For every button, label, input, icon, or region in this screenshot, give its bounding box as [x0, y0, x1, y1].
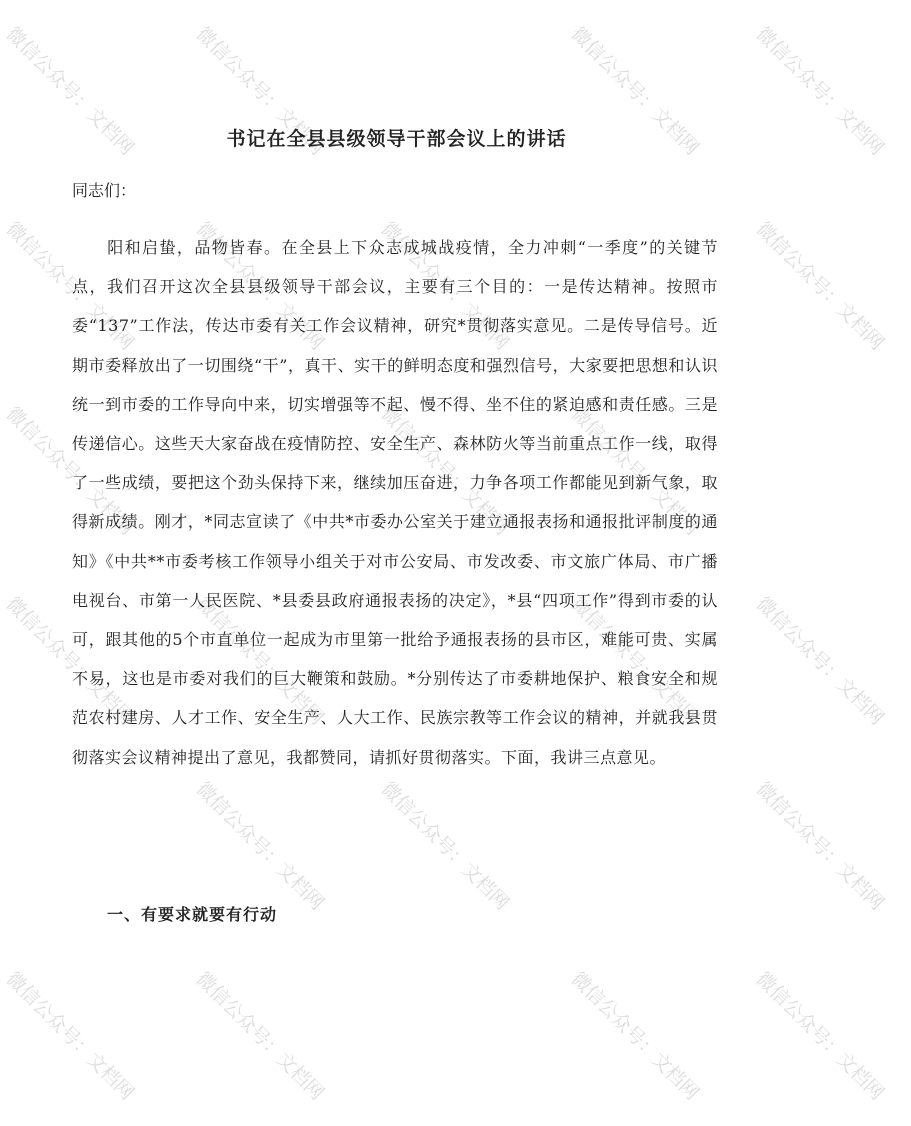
watermark: 微信公众号：文档网: [751, 967, 889, 1105]
watermark: 微信公众号：文档网: [1, 22, 139, 160]
watermark: 微信公众号：文档网: [1, 967, 139, 1105]
watermark: 微信公众号：文档网: [376, 217, 514, 355]
watermark: 微信公众号：文档网: [751, 777, 889, 915]
watermark: 微信公众号：文档网: [566, 22, 704, 160]
watermark: 微信公众号：文档网: [566, 402, 704, 540]
watermark: 微信公众号：文档网: [566, 967, 704, 1105]
watermark: 微信公众号：文档网: [751, 592, 889, 730]
salutation: 同志们：: [72, 181, 137, 200]
watermark: 微信公众号：文档网: [191, 217, 329, 355]
watermark: 微信公众号：文档网: [566, 592, 704, 730]
watermark: 微信公众号：文档网: [376, 402, 514, 540]
watermark: 微信公众号：文档网: [1, 217, 139, 355]
section-heading: 一、有要求就要有行动: [107, 905, 278, 924]
watermark: 微信公众号：文档网: [191, 967, 329, 1105]
watermark: 微信公众号：文档网: [191, 22, 329, 160]
body-paragraph: 阳和启蛰，品物皆春。在全县上下众志成城战疫情，全力冲刺“一季度”的关键节点，我们召开这次全县县级领导干部会议，主要有三个目的：一是传达精神。按照市委“137”工作法，传达市委有关工作会议精神，研究*贯彻落实意见。二是传导信号。近期市委释放出了一切围绕“干”，真干、实干的鲜明态度和强烈信号，大家要把思想和认识统一到市委的工作导向中来，切实增强等不起、慢不得、坐不住的紧迫感和责任感。三是传递信心。这些天大家奋战在疫情防控、安全生产、森林防火等当前重点工作一线，取得了一些成绩，要把这个劲头保持下来，继续加压奋进，力争各项工作都能见到新气象，取得新成绩。刚才，*同志宣读了《中共*市委办公室关于建立通报表扬和通报批评制度的通知》《中共**市委考核工作领导小组关于对市公安局、市发改委、市文旅广体局、市广播电视台、市第一人民医院、*县委县政府通报表扬的决定》，*县“四项工作”得到市委的认可，跟其他的5个市直单位一起成为市里第一批给予通报表扬的县市区，难能可贵、实属不易，这也是市委对我们的巨大鞭策和鼓励。*分别传达了市委耕地保护、粮食安全和规范农村建房、人才工作、安全生产、人大工作、民族宗教等工作会议的精神，并就我县贯彻落实会议精神提出了意见，我都赞同，请抓好贯彻落实。下面，我讲三点意见。: [72, 238, 718, 767]
watermark: 微信公众号：文档网: [751, 217, 889, 355]
watermark: 微信公众号：文档网: [1, 592, 139, 730]
watermark: 微信公众号：文档网: [376, 777, 514, 915]
document-title: 书记在全县县级领导干部会议上的讲话: [226, 128, 567, 150]
watermark: 微信公众号：文档网: [191, 777, 329, 915]
watermark: 微信公众号：文档网: [751, 22, 889, 160]
watermark: 微信公众号：文档网: [1, 402, 139, 540]
watermark: 微信公众号：文档网: [191, 592, 329, 730]
